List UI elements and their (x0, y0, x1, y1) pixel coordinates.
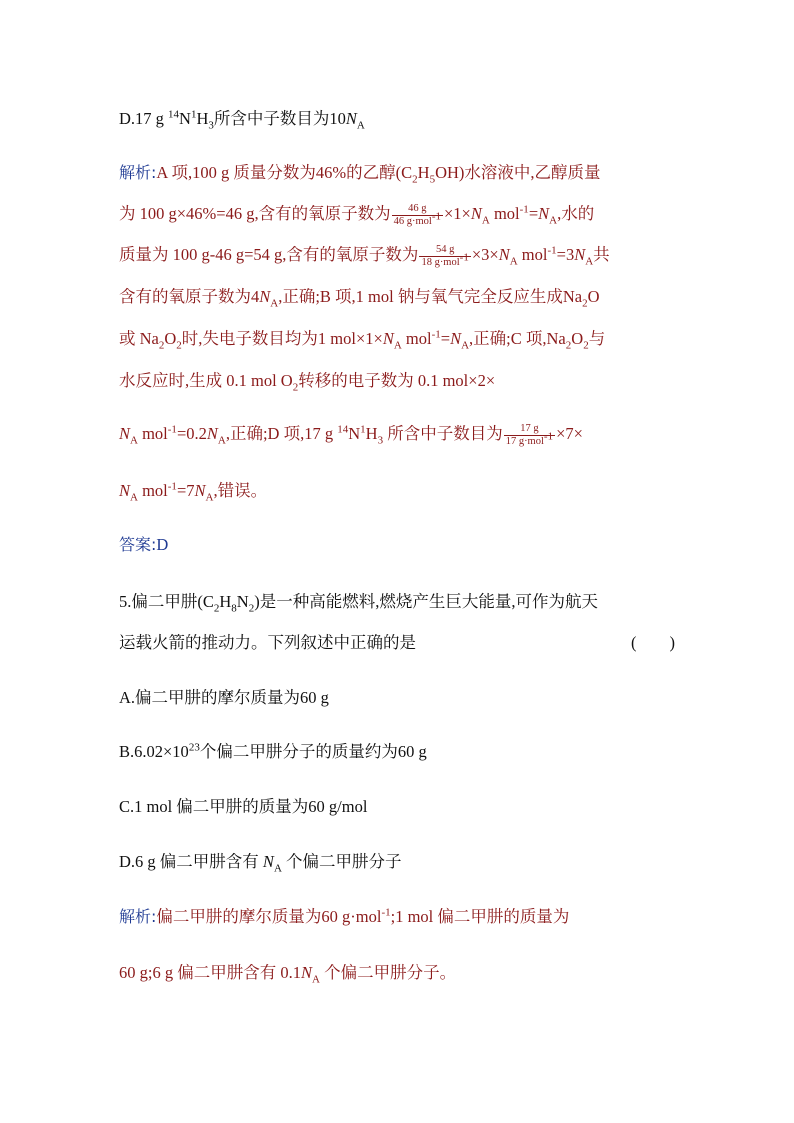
avogadro-symbol: N (206, 424, 218, 443)
avogadro-symbol: N (450, 329, 462, 348)
subscript: 5 (429, 173, 436, 186)
subscript: 3 (208, 119, 214, 132)
text: ,正确;B 项,1 mol 钠与氧气完全反应生成Na (278, 287, 583, 306)
text: 含有的氧原子数为4 (119, 287, 260, 306)
analysis-line-3 (119, 243, 675, 269)
text: 个偏二甲肼分子 (281, 852, 402, 871)
text: =7 (176, 481, 195, 500)
superscript: -1 (459, 251, 469, 264)
text: )是一种高能燃料,燃烧产生巨大能量,可作为航天 (254, 592, 598, 611)
text: H (219, 592, 232, 611)
superscript: -1 (431, 210, 441, 223)
subscript: A (130, 434, 138, 447)
subscript: 2 (248, 602, 255, 615)
text: OH)水溶液中,乙醇质量 (435, 163, 601, 182)
text: =0.2 (176, 424, 207, 443)
text: C.1 mol 偏二甲肼的质量为60 g/mol (119, 797, 368, 816)
text: =3 (556, 245, 575, 264)
analysis-line-4 (119, 285, 675, 309)
fraction-denominator (419, 251, 470, 269)
analysis-text (156, 907, 569, 926)
text: 17 g·mol (505, 435, 544, 447)
text: 质量为 100 g-46 g=54 g,含有的氧原子数为 (119, 245, 419, 264)
avogadro-symbol: N (345, 109, 357, 128)
answer-line (119, 533, 675, 557)
superscript: 23 (188, 741, 200, 754)
superscript: -1 (167, 423, 177, 436)
text: N (348, 424, 361, 443)
analysis-2-line-2 (119, 961, 675, 985)
avogadro-symbol: N (300, 963, 312, 982)
text: = (440, 329, 451, 348)
superscript: -1 (543, 430, 554, 443)
subscript: A (356, 119, 365, 132)
analysis-line-8 (119, 479, 675, 503)
superscript: -1 (519, 203, 529, 216)
text: mol (137, 424, 168, 443)
subscript: A (130, 491, 138, 504)
text: ,错误。 (213, 481, 268, 500)
analysis-line-1 (119, 161, 675, 185)
analysis-line-5 (119, 327, 675, 351)
text: O (587, 287, 600, 306)
answer-parentheses: ( ) (631, 633, 675, 652)
option-a (119, 686, 675, 710)
question-5-line-2 (119, 631, 675, 655)
text: = (528, 204, 539, 223)
fraction (504, 423, 555, 448)
fraction (392, 203, 443, 228)
text: ×7× (556, 424, 583, 443)
text: 转移的电子数为 0.1 mol×2× (298, 371, 496, 390)
text: 水反应时,生成 0.1 mol O (119, 371, 293, 390)
analysis-label: 解析: (119, 907, 157, 926)
option-d-statement (119, 107, 675, 131)
superscript: -1 (381, 906, 391, 919)
answer-value: D (156, 535, 169, 554)
text: B.6.02×10 (119, 742, 189, 761)
subscript: 2 (158, 339, 165, 352)
avogadro-symbol: N (382, 329, 394, 348)
text: ,正确;D 项,17 g (225, 424, 338, 443)
analysis-line-6 (119, 369, 675, 393)
fraction-denominator (504, 430, 555, 448)
avogadro-symbol: N (538, 204, 550, 223)
text: 或 Na (119, 329, 159, 348)
option-b (119, 740, 675, 764)
option-d (119, 850, 675, 874)
analysis-text (156, 163, 601, 186)
text: 共 (593, 245, 610, 264)
text: 18 g·mol (421, 256, 460, 268)
subscript: A (205, 491, 214, 504)
avogadro-symbol: N (470, 204, 482, 223)
subscript: A (273, 862, 282, 875)
subscript: 2 (565, 339, 572, 352)
avogadro-symbol: N (119, 424, 131, 443)
avogadro-symbol: N (574, 245, 586, 264)
text: 个偏二甲肼分子的质量约为60 g (199, 742, 427, 761)
text: mol (517, 245, 548, 264)
superscript: 1 (360, 423, 366, 436)
subscript: 2 (292, 381, 299, 394)
subscript: 2 (582, 297, 588, 310)
text: ,水的 (557, 204, 595, 223)
superscript: 14 (168, 108, 180, 121)
text: D.6 g 偏二甲肼含有 (119, 852, 263, 871)
text: 60 g;6 g 偏二甲肼含有 0.1 (119, 963, 301, 982)
subscript: A (393, 339, 402, 352)
subscript: A (509, 255, 518, 268)
avogadro-symbol: N (259, 287, 271, 306)
subscript: A (311, 973, 320, 986)
subscript: 2 (213, 602, 220, 615)
text: ,正确;C 项,Na (469, 329, 566, 348)
text: 为 100 g×46%=46 g,含有的氧原子数为 (119, 204, 391, 223)
subscript: A (270, 297, 279, 310)
avogadro-symbol: N (262, 852, 274, 871)
text: N (179, 109, 191, 128)
analysis-2-line-1 (119, 905, 675, 929)
subscript: A (217, 434, 226, 447)
text: mol (401, 329, 432, 348)
fraction-numerator: 46 g (392, 203, 443, 216)
text: O (164, 329, 177, 348)
option-c (119, 795, 675, 819)
text: 所含中子数目为10 (213, 109, 346, 128)
text: D.17 g (119, 109, 169, 128)
text: mol (489, 204, 520, 223)
text: A.偏二甲肼的摩尔质量为60 g (119, 688, 329, 707)
fraction-denominator (392, 210, 443, 228)
text: H (196, 109, 209, 128)
text: H (417, 163, 430, 182)
analysis-label: 解析: (119, 163, 157, 182)
subscript: A (585, 255, 594, 268)
subscript: 8 (231, 602, 237, 615)
text: 个偏二甲肼分子。 (319, 963, 457, 982)
subscript: A (461, 339, 470, 352)
superscript: -1 (547, 244, 557, 257)
superscript: -1 (431, 328, 441, 341)
text: 所含中子数目为 (383, 424, 503, 443)
text: mol (137, 481, 168, 500)
subscript: 3 (377, 434, 384, 447)
text: O (571, 329, 584, 348)
subscript: A (481, 214, 490, 227)
text: ×3× (471, 245, 499, 264)
question-5-line-1 (119, 590, 675, 614)
text: ;1 mol 偏二甲肼的质量为 (390, 907, 570, 926)
text: N (236, 592, 249, 611)
subscript: 2 (583, 339, 589, 352)
answer-label: 答案: (119, 535, 157, 554)
superscript: -1 (167, 480, 177, 493)
subscript: 2 (176, 339, 182, 352)
avogadro-symbol: N (119, 481, 131, 500)
text: 时,失电子数目均为1 mol×1× (181, 329, 383, 348)
fraction (419, 244, 470, 269)
text: 与 (588, 329, 606, 348)
analysis-line-7 (119, 422, 675, 448)
superscript: 14 (337, 423, 349, 436)
text: H (365, 424, 378, 443)
text: 偏二甲肼的摩尔质量为60 g·mol (156, 907, 382, 926)
avogadro-symbol: N (194, 481, 206, 500)
text: 5.偏二甲肼(C (119, 592, 214, 611)
text: A 项,100 g 质量分数为46%的乙醇(C (156, 163, 413, 182)
analysis-line-2 (119, 202, 675, 228)
text: 46 g·mol (393, 215, 432, 227)
superscript: 1 (190, 108, 197, 121)
fraction-numerator: 54 g (419, 244, 470, 257)
avogadro-symbol: N (498, 245, 510, 264)
text: 运载火箭的推动力。下列叙述中正确的是 (119, 633, 416, 652)
subscript: A (549, 214, 558, 227)
fraction-numerator: 17 g (504, 423, 555, 436)
text: ×1× (444, 204, 471, 223)
subscript: 2 (412, 173, 418, 186)
